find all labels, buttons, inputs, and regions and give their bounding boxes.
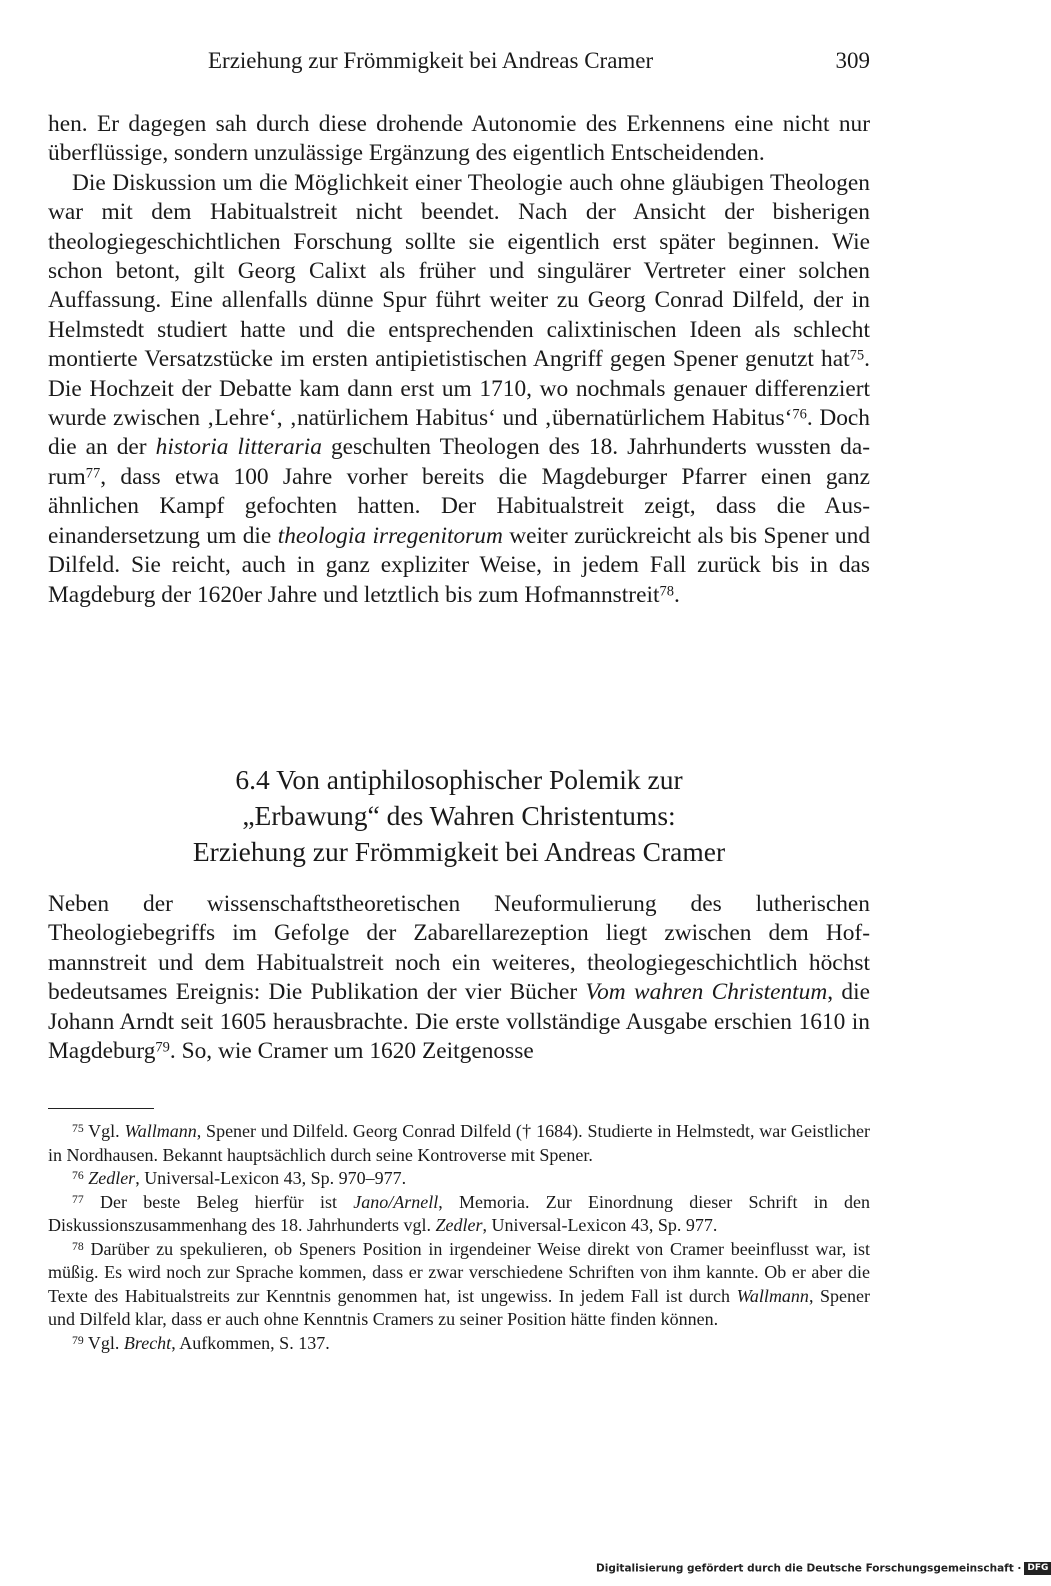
- footnote-75: $^{75}$ Vgl. Wallmann, Spener und Dilfeld. Georg Conrad Dilfeld († 1684). Studierte in Helmstedt, war Geistlicher in Nordhausen. Bekannt hauptsächlich durch seine Kontroverse mit Spener.: [48, 1121, 871, 1165]
- dfg-logo: DFG: [1024, 1562, 1051, 1575]
- paragraph-habitualstreit: Die Diskussion um die Möglichkeit einer Theologie auch ohne gläubigen Theologen war mit dem Habitualstreit nicht beendet. Nach der Ansicht der bisherigen theologiegeschichtlichen Forschung sollte sie eigentlich erst später beginnen. Wie schon betont, gilt Georg Calixt als früher und singulärer Vertreter einer solchen Auffassung. Eine allenfalls dünne Spur führt weiter zu Georg Conrad Dilfeld, der in Helmstedt studiert hatte und die entsprechenden calixtinischen Ideen als schlecht montierte Versatzstücke im ersten antipietistischen Angriff gegen Spener genutzt hat$^{75}$. Die Hochzeit der Debatte kam dann erst um 1710, wo nochmals genauer differenziert wurde zwischen ‚Lehre‘, ‚natürlichem Habitus‘ und ‚übernatürlichem Habitus‘$^{76}$. Doch die an der historia litteraria geschulten Theologen des 18. Jahrhunderts wussten darum$^{77}$, dass etwa 100 Jahre vorher bereits die Magdeburger Pfarrer einen ganz ähnlichen Kampf gefochten hatten. Der Habitualstreit zeigt, dass die Auseinandersetzung um die theologia irregenitorum weiter zurückreicht als bis Spener und Dilfeld. Sie reicht, auch in ganz expliziter Weise, in jedem Fall zurück bis in das Magdeburg der 1620er Jahre und letztlich bis zum Hofmannstreit$^{78}$.: [48, 169, 871, 608]
- section-heading-line-2: „Erbawung“ des Wahren Christentums:: [242, 800, 676, 831]
- footnote-77: $^{77}$ Der beste Beleg hierfür ist Jano/Arnell, Memoria. Zur Einordnung dieser Schrift in den Diskussionszusammenhang des 18. Jahrhunderts vgl. Zedler, Universal-Lexicon 43, Sp. 977.: [48, 1191, 871, 1235]
- digitization-notice-text: Digitalisierung gefördert durch die Deutsche Forschungsgemeinschaft ·: [596, 1562, 1022, 1575]
- section-heading-line-3: Erziehung zur Frömmigkeit bei Andreas Cramer: [192, 836, 726, 867]
- footnote-76: $^{76}$ Zedler, Universal-Lexicon 43, Sp. 970–977.: [72, 1168, 407, 1188]
- section-heading: [48, 762, 870, 870]
- footnote-79: $^{79}$ Vgl. Brecht, Aufkommen, S. 137.: [72, 1332, 330, 1353]
- page-number: 309: [835, 48, 870, 73]
- paragraph-continuation: hen. Er dagegen sah durch diese drohende Autonomie des Erkennens eine nicht nur überflüssige, sondern unzulässige Ergänzung des eigentlich Entscheidenden.: [48, 111, 870, 167]
- footnote-78: $^{78}$ Darüber zu spekulieren, ob Speners Position in irgendeiner Weise direkt von Cramer beeinflusst war, ist müßig. Es wird noch zur Sprache kommen, dass er zwar verschiedene Schriften von ihm kannte. Ob er aber die Texte des Habitualstreits zur Kenntnis genommen hat, ist ungewiss. In jedem Fall ist durch Wallmann, Spener und Dilfeld klar, dass er auch ohne Kenntnis Cramers zu seiner Position hätte finden können.: [48, 1238, 870, 1329]
- footnote-ref-78[interactable]: 78: [659, 582, 674, 599]
- footnote-ref-75[interactable]: 75: [849, 347, 865, 364]
- page-header: [48, 48, 870, 82]
- body-text-upper: [48, 110, 870, 610]
- footnotes: [48, 1120, 870, 1355]
- section-heading-line-1: 6.4 Von antiphilosophischer Polemik zur: [235, 764, 683, 795]
- footnote-ref-76[interactable]: 76: [792, 406, 807, 423]
- digitization-notice: [596, 1562, 1049, 1578]
- running-title: Erziehung zur Frömmigkeit bei Andreas Cramer: [208, 48, 654, 73]
- footnote-ref-77[interactable]: 77: [85, 465, 101, 482]
- footnote-ref-79[interactable]: 79: [155, 1039, 170, 1056]
- footnote-separator: [48, 1108, 154, 1109]
- body-text-lower: [48, 890, 870, 1066]
- paragraph-arndt: Neben der wissenschaftstheoretischen Neuformulierung des lutherischen Theologiebegriffs im Gefolge der Zabarellarezeption liegt zwischen dem Hofmannstreit und dem Habitualstreit noch ein weiteres, theologiegeschichtlich höchst bedeutsames Ereignis: Die Publikation der vier Bücher Vom wahren Christentum, die Johann Arndt seit 1605 herausbrachte. Die erste vollständige Ausgabe erschien 1610 in Magdeburg$^{79}$. So, wie Cramer um 1620 Zeitgenosse: [48, 891, 870, 1065]
